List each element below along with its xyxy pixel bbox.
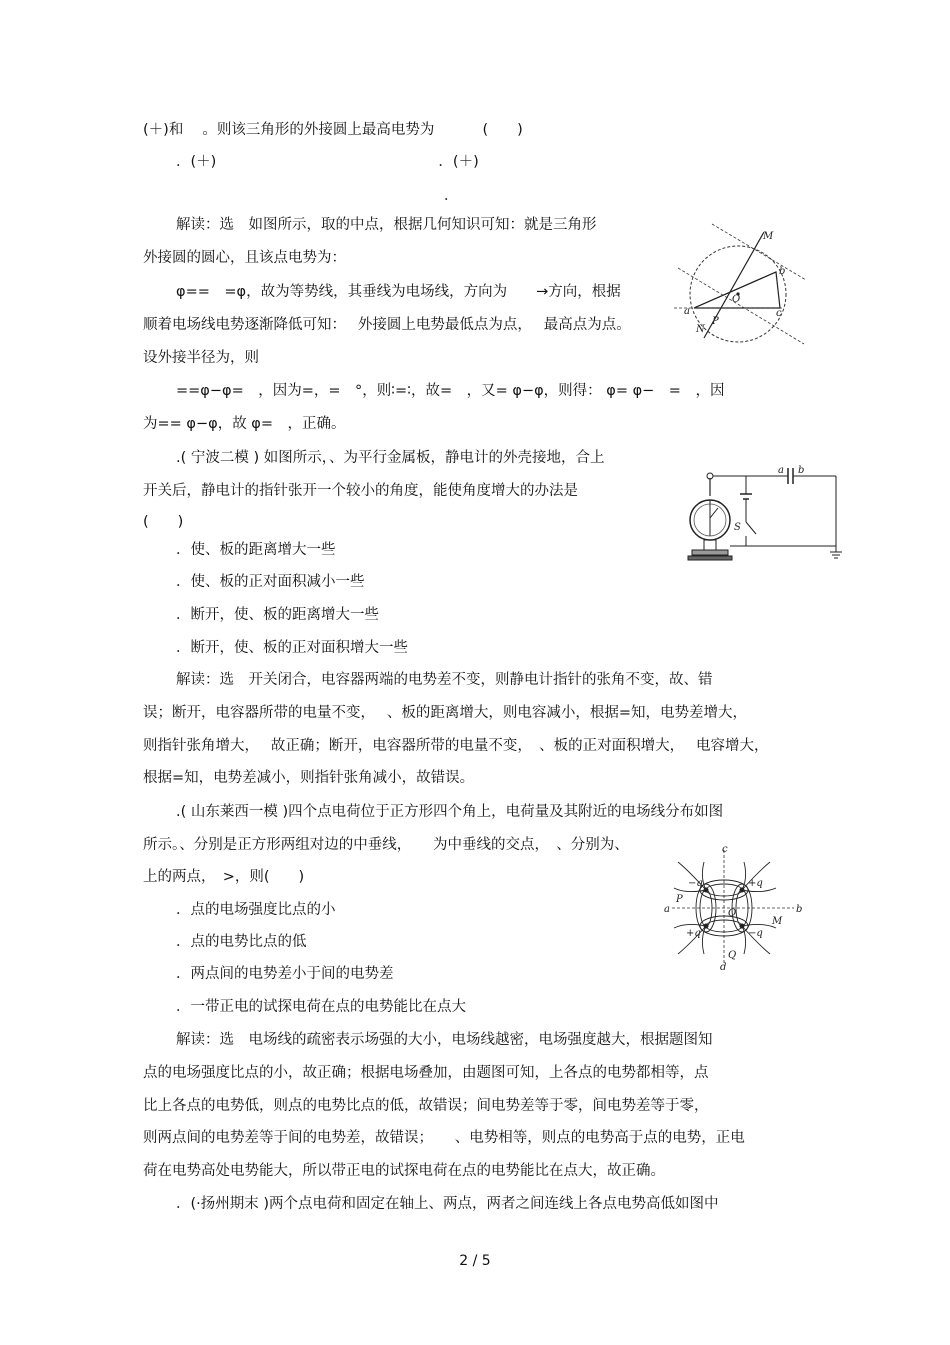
label-c: c	[722, 844, 728, 855]
text-line: ( )	[143, 514, 184, 530]
text-line: 误；断开，电容器所带的电量不变， 、板的距离增大，则电容减小，根据=知，电势差增大，	[143, 705, 748, 721]
text-line: 上的两点， >，则( )	[143, 869, 305, 885]
text-line: 设外接半径为，则	[143, 350, 259, 366]
text-line: ．断开，使、板的正对面积增大一些	[176, 640, 408, 656]
text-line: 解读：选 如图所示，取的中点，根据几何知识可知：就是三角形	[176, 217, 597, 233]
text-line: ．点的电势比点的低	[176, 934, 307, 950]
label-O: O	[732, 294, 741, 305]
text-line: 比上各点的电势低，则点的电势比点的低，故错误；间电势差等于零，间电势差等于零，	[143, 1098, 709, 1114]
label-Q: Q	[728, 950, 737, 961]
text-line: ==φ−φ= ，因为=，= °，则∶=∶，故= ，又= φ−φ，则得： φ= φ− = ，因	[176, 383, 725, 399]
text-line: 顺着电场线电势逐渐降低可知： 外接圆上电势最低点为点， 最高点为点。	[143, 317, 631, 333]
label-N: N	[696, 324, 705, 335]
page-number: 2 / 5	[459, 1253, 491, 1269]
label-P: P	[676, 894, 683, 905]
text-line: ．	[444, 188, 459, 204]
text-line: ．点的电场强度比点的小	[176, 902, 336, 918]
text-line: ．断开，使、板的距离增大一些	[176, 607, 379, 623]
text-line: ．(·扬州期末 )两个点电荷和固定在轴上、两点，两者之间连线上各点电势高低如图中	[176, 1196, 719, 1212]
text-line: ．使、板的距离增大一些	[176, 542, 336, 558]
text-line: 点的电场强度比点的小，故正确；根据电场叠加，由题图可知，上各点的电势都相等，点	[143, 1065, 709, 1081]
text-line: 荷在电势高处电势能大，所以带正电的试探电荷在点的电势能比在点大，故正确。	[143, 1163, 665, 1179]
text-line: 为== φ−φ，故 φ= ，正确。	[143, 416, 346, 432]
field-lines-figure	[660, 842, 810, 972]
label-M: M	[763, 231, 774, 242]
label-charge-tl: −q	[688, 878, 703, 889]
label-a: a	[684, 306, 690, 317]
text-line: ．(＋) ．(＋)	[176, 154, 479, 170]
text-line: .( 山东莱西一模 )四个点电荷位于正方形四个角上，电荷量及其附近的电场线分布如图	[176, 804, 724, 820]
label-P: P	[712, 316, 719, 327]
label-O: O	[728, 908, 737, 919]
label-plate-b: b	[798, 465, 805, 476]
text-line: 解读：选 开关闭合，电容器两端的电势差不变，则静电计指针的张角不变，故、错	[176, 672, 713, 688]
label-b: b	[779, 266, 786, 277]
text-line: (＋)和 。则该三角形的外接圆上最高电势为 ( )	[143, 122, 523, 138]
text-line: .( 宁波二模 ) 如图所示，、为平行金属板，静电计的外壳接地，合上	[176, 450, 605, 466]
text-line: 外接圆的圆心，且该点电势为：	[143, 250, 346, 266]
label-b: b	[796, 904, 803, 915]
electrometer-circuit-figure	[686, 456, 846, 576]
label-a: a	[664, 904, 670, 915]
text-line: ．使、板的正对面积减小一些	[176, 574, 365, 590]
text-line: 解读：选 电场线的疏密表示场强的大小，电场线越密，电场强度越大，根据题图知	[176, 1032, 713, 1048]
text-line: 所示。、分别是正方形两组对边的中垂线， 为中垂线的交点， 、分别为、	[143, 837, 629, 853]
label-d: d	[720, 962, 727, 972]
label-charge-bl: +q	[686, 928, 701, 939]
label-charge-br: −q	[748, 928, 763, 939]
text-line: 根据=知，电势差减小，则指针张角减小，故错误。	[143, 770, 475, 786]
text-line: 开关后，静电计的指针张开一个较小的角度，能使角度增大的办法是	[143, 483, 578, 499]
text-line: ．两点间的电势差小于间的电势差	[176, 966, 394, 982]
label-c: c	[776, 308, 782, 319]
text-line: ．一带正电的试探电荷在点的电势能比在点大	[176, 999, 466, 1015]
label-M: M	[772, 916, 783, 927]
label-charge-tr: +q	[748, 878, 763, 889]
label-plate-a: a	[778, 465, 784, 476]
label-switch-S: S	[734, 522, 741, 533]
text-line: 则两点间的电势差等于间的电势差，故错误； 、电势相等，则点的电势高于点的电势，正电	[143, 1130, 745, 1146]
text-line: 则指针张角增大， 故正确；断开，电容器所带的电量不变， 、板的正对面积增大， 电容增大，	[143, 738, 769, 754]
circle-triangle-figure	[672, 222, 812, 352]
text-line: φ== =φ，故为等势线，其垂线为电场线，方向为 →方向，根据	[176, 284, 621, 300]
